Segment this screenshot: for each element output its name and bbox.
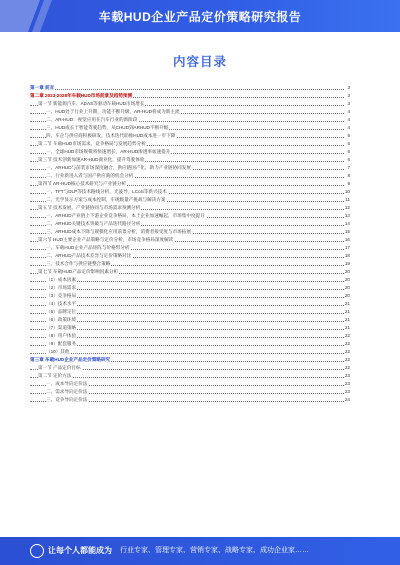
toc-entry-text: （3）竞争格局 — [46, 293, 77, 298]
toc-entry[interactable] — [30, 84, 350, 92]
toc-page-number: 24 — [344, 397, 350, 402]
toc-page-number: 3 — [347, 101, 350, 106]
toc-entry-text: （9）配套服务 — [46, 341, 77, 346]
toc-entry[interactable] — [30, 316, 350, 324]
toc-entry[interactable] — [30, 148, 350, 156]
toc-page-number: 8 — [347, 173, 350, 178]
toc-entry-text: 一、TFT与DLP等技术路线分析，光波导、LCoS等新兴技术 — [46, 189, 167, 194]
toc-entry[interactable] — [30, 116, 350, 124]
header-bar — [0, 0, 400, 32]
toc-leader-dots — [30, 377, 344, 378]
toc-entry-text: 二、光学显示方案与成本控制，车规级量产挑战与解决方案 — [46, 197, 166, 202]
toc-entry-text: （8）用户体验 — [46, 333, 77, 338]
toc-entry[interactable] — [30, 100, 350, 108]
toc-page-number: 21 — [344, 317, 350, 322]
toc-entry[interactable] — [30, 172, 350, 180]
toc-page-number: 3 — [347, 93, 350, 98]
toc-entry-text: 三、HUD成长于智能驾驶趋势，从CHUD到ARHUD不断升级 — [46, 125, 169, 130]
toc-page-number: 20 — [344, 277, 350, 282]
toc-entry-text: 一、ARHUD与前装市场深度融合，供应链国产化，助力产业链协同发展 — [46, 165, 191, 170]
report-title: 车载HUD企业产品定价策略研究报告 — [98, 10, 302, 24]
footer-slogan: 让每个人都能成为 — [48, 546, 112, 555]
toc-entry-text: 三、竞争导向定价法 — [46, 397, 88, 402]
toc-page-number: 20 — [344, 285, 350, 290]
toc-entry[interactable] — [30, 132, 350, 140]
toc-entry[interactable] — [30, 364, 350, 372]
toc-entry[interactable] — [30, 396, 350, 404]
toc-entry[interactable] — [30, 204, 350, 212]
toc-page-number: 5 — [347, 141, 350, 146]
toc-page-number: 9 — [347, 181, 350, 186]
footer-roles: 行业专家、管理专家、营销专家、战略专家、成功企业家…… — [120, 547, 309, 554]
toc-entry[interactable] — [30, 108, 350, 116]
table-of-contents — [30, 84, 350, 404]
toc-page-number: 20 — [344, 293, 350, 298]
toc-page-number: 12 — [344, 205, 350, 210]
toc-page-number: 4 — [347, 125, 350, 130]
toc-page-number: 22 — [344, 357, 350, 362]
toc-page-number: 6 — [347, 149, 350, 154]
toc-page-number: 10 — [344, 189, 350, 194]
toc-entry-text: 第二节 定价方法 — [38, 373, 72, 378]
toc-entry[interactable] — [30, 180, 350, 188]
toc-entry[interactable] — [30, 348, 350, 356]
toc-page-number: 17 — [344, 245, 350, 250]
toc-page-number: 4 — [347, 109, 350, 114]
toc-page-number: 22 — [344, 341, 350, 346]
toc-page-number: 22 — [344, 365, 350, 370]
toc-page-number: 23 — [344, 373, 350, 378]
toc-entry-text: 一、成本导向定价法 — [46, 381, 88, 386]
toc-entry-text: 第六节 HUD主要企业产品策略与定价分析，市场竞争格局深度解读 — [38, 237, 174, 242]
toc-page-number: 23 — [344, 389, 350, 394]
toc-entry-text: 一、HUD处于行业上升期，功能不断升级，AR-HUD将成为新主流 — [46, 109, 180, 114]
toc-entry-text: （2）市场需求 — [46, 285, 77, 290]
toc-entry-text: （4）技术水平 — [46, 301, 77, 306]
toc-page-number: 13 — [344, 213, 350, 218]
toc-entry-text: 第三节 技术创新加速AR-HUD商业化，提升驾驶体验 — [38, 157, 145, 162]
toc-entry[interactable] — [30, 228, 350, 236]
toc-entry[interactable] — [30, 188, 350, 196]
toc-entry-text: 四、车企与供应商积极研发，技术迭代助推HUD成本进一步下降 — [46, 133, 176, 138]
toc-entry[interactable] — [30, 292, 350, 300]
toc-entry-text: 第五节 技术发展、产业链协同与市场需求预测分析 — [38, 205, 141, 210]
toc-entry[interactable] — [30, 284, 350, 292]
toc-entry[interactable] — [30, 236, 350, 244]
toc-entry-text: 三、技术合作与供应链整合策略 — [46, 261, 111, 266]
toc-heading: 内容目录 — [172, 55, 227, 69]
toc-page-number: 21 — [344, 325, 350, 330]
toc-page-number: 21 — [344, 309, 350, 314]
toc-page-number: 20 — [344, 269, 350, 274]
toc-entry-text: 第二节 车载HUD市场需求、竞争格局与发展趋势分析 — [38, 141, 146, 146]
toc-entry-text: （7）渠道策略 — [46, 325, 77, 330]
toc-entry-text: 一、车载HUD企业产品矩阵与价格带分析 — [46, 245, 130, 250]
toc-entry[interactable] — [30, 164, 350, 172]
toc-entry[interactable] — [30, 140, 350, 148]
toc-entry[interactable] — [30, 324, 350, 332]
toc-entry[interactable] — [30, 268, 350, 276]
toc-entry[interactable] — [30, 300, 350, 308]
toc-page-number: 5 — [347, 133, 350, 138]
toc-leader-dots — [30, 353, 344, 354]
toc-entry-text: 一、ARHUD产业链上下游企业竞争格局，本土企业加速崛起，市场集中度提升 — [46, 213, 205, 218]
toc-entry-text: 第一节 产品定价目标 — [38, 365, 81, 370]
toc-entry[interactable] — [30, 388, 350, 396]
toc-entry[interactable] — [30, 332, 350, 340]
toc-page-number: 16 — [344, 237, 350, 242]
toc-entry-text: 一、全球HUD市场规模将快速增长，AR-HUD渗透率加速提升 — [46, 149, 171, 154]
toc-entry-text: 第二章 2023-2028年车载HUD市场前景及趋势预测 — [30, 93, 133, 98]
toc-page-number: 3 — [347, 85, 350, 90]
toc-entry[interactable] — [30, 92, 350, 100]
toc-entry[interactable] — [30, 356, 350, 364]
toc-page-number: 22 — [344, 349, 350, 354]
toc-entry-text: （5）品牌定位 — [46, 309, 77, 314]
toc-entry-text: 二、ARHUD产品技术差异与定价策略对比 — [46, 253, 132, 258]
toc-entry[interactable] — [30, 340, 350, 348]
toc-page-number: 11 — [345, 197, 350, 202]
toc-page-number: 21 — [344, 301, 350, 306]
toc-entry[interactable] — [30, 380, 350, 388]
toc-leader-dots — [30, 89, 344, 90]
toc-entry-text: 第一节 新能源汽车、ADAS等驱动车载HUD市场增长 — [38, 101, 145, 106]
toc-entry[interactable] — [30, 124, 350, 132]
toc-entry[interactable] — [30, 212, 350, 220]
toc-entry[interactable] — [30, 196, 350, 204]
toc-entry[interactable] — [30, 220, 350, 228]
toc-page-number: 22 — [344, 333, 350, 338]
toc-page-number: 7 — [347, 165, 350, 170]
toc-entry-text: 二、需求导向定价法 — [46, 389, 88, 394]
toc-entry-text: （6）政策环境 — [46, 317, 77, 322]
toc-page-number: 6 — [347, 157, 350, 162]
toc-entry[interactable] — [30, 276, 350, 284]
toc-entry-text: 三、ARHUD成本下降与规模化应用前景分析，消费者接受度与市场拓展 — [46, 229, 191, 234]
toc-entry-text: 第一章 前言 — [30, 85, 55, 90]
toc-entry[interactable] — [30, 308, 350, 316]
toc-page-number: 18 — [344, 253, 350, 258]
toc-entry-text: （1）成本因素 — [46, 277, 77, 282]
toc-page-number: 15 — [344, 229, 350, 234]
toc-entry-text: 第七节 车载HUD产品定价影响因素分析 — [38, 269, 119, 274]
toc-page-number: 14 — [344, 221, 350, 226]
toc-entry-text: 二、行业新进入者与国产供应商的机会分析 — [46, 173, 134, 178]
toc-entry-text: 第三章 车载HUD企业产品定价策略研究 — [30, 357, 111, 362]
toc-entry-text: 二、ARHUD关键技术突破与产品迭代路径分析 — [46, 221, 141, 226]
toc-page-number: 19 — [344, 261, 350, 266]
toc-entry[interactable] — [30, 156, 350, 164]
toc-entry[interactable] — [30, 244, 350, 252]
toc-entry[interactable] — [30, 260, 350, 268]
toc-page-number: 4 — [347, 117, 350, 122]
logo-icon — [30, 544, 44, 558]
footer-bar — [0, 537, 400, 565]
toc-entry-text: 二、AR-HUD：视觉应用在汽车行业的新阶段 — [46, 117, 138, 122]
toc-entry[interactable] — [30, 252, 350, 260]
toc-entry-text: 第四节 AR-HUD核心技术研究与产业链分析 — [38, 181, 127, 186]
toc-entry[interactable] — [30, 372, 350, 380]
toc-page-number: 23 — [344, 381, 350, 386]
toc-entry-text: （10）其他 — [46, 349, 70, 354]
